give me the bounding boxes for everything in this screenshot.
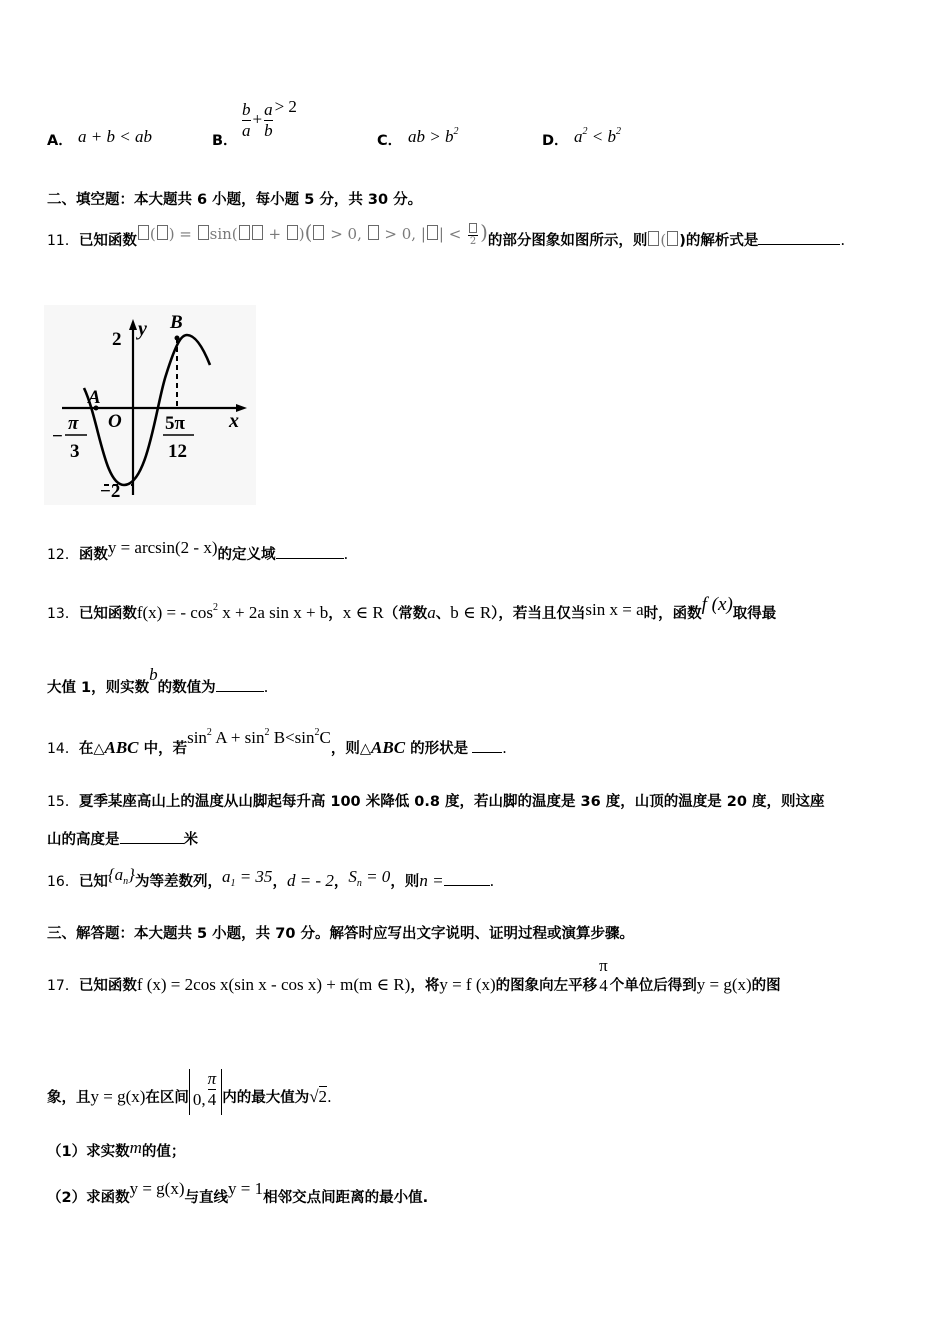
question-15: 15．夏季某座高山上的温度从山脚起每升高 100 米降低 0.8 度，若山脚的温度是 36 度，山顶的温度是 20 度，则这座 bbox=[47, 794, 825, 810]
question-17: 17．已知函数f (x) = 2cos x(sin x - cos x) + m(m ∈ R)，将y = f (x)的图象向左平移 π 4 个单位后得到y = g(x)的图 bbox=[47, 956, 781, 995]
right-tick-num: 5π bbox=[165, 413, 185, 434]
y-max-label: 2 bbox=[112, 329, 122, 350]
question-13: 13．已知函数f(x) = - $\cos^2 x + 2a$ sin x + b，x ∈ R（常数a、b ∈ R），若当且仅当sin x = a时，函数f (x)取得最 bbox=[47, 594, 777, 622]
question-17-line-2: 象，且y = g(x)在区间 0, $\frac{\pi}{4}$ 内的最大值为√2. bbox=[47, 1075, 950, 1121]
question-16: 16．已知$\{a_n\}$为等差数列，$a_1 = 35$，d = - 2，$S_n = 0$，则n = . bbox=[47, 865, 495, 890]
left-tick-sign: − bbox=[52, 426, 63, 447]
y-min-label: −2 bbox=[100, 481, 121, 502]
origin-label: O bbox=[108, 411, 122, 432]
question-14: 14．在△ABC 中，若$\sin^2 A + \sin^2 B<\sin^2C$，则△ABC 的形状是 . bbox=[47, 727, 507, 757]
question-17-part-2: （2）求函数y = g(x)与直线y = 1相邻交点间距离的最小值. bbox=[47, 1179, 429, 1206]
section-2-heading: 二、填空题：本大题共 6 小题，每小题 5 分，共 30 分。 bbox=[47, 192, 423, 208]
q12-expr: y = arcsin(2 - x) bbox=[107, 538, 218, 557]
y-axis-label: y bbox=[138, 318, 147, 340]
question-13-line-2: 大值 1，则实数b的数值为 . bbox=[47, 665, 269, 696]
q13-expr: f(x) = - $\cos^2 x + 2a$ sin x + b bbox=[136, 602, 329, 622]
point-a-label: A bbox=[88, 387, 101, 408]
option-a-label: A． bbox=[47, 133, 73, 149]
option-b-label: B． bbox=[212, 133, 238, 149]
q16-sequence: $\{a_n\}$ bbox=[107, 865, 135, 887]
point-b bbox=[175, 336, 180, 341]
left-tick-num: π bbox=[68, 413, 79, 434]
graph-background bbox=[44, 305, 256, 505]
q14-expr: $\sin^2 A + \sin^2 B<\sin^2C$ bbox=[187, 727, 331, 747]
function-graph bbox=[44, 305, 256, 505]
section-3-heading: 三、解答题：本大题共 5 小题，共 70 分。解答时应写出文字说明、证明过程或演算步骤。 bbox=[47, 926, 634, 942]
q15-answer-blank[interactable] bbox=[120, 843, 184, 844]
left-tick-den: 3 bbox=[70, 441, 80, 462]
question-11: 11．已知函数 ( ) = sin( + )( > 0, > 0, | | < 2 )的部分图象如图所示，则 ( )的解析式是 . bbox=[47, 220, 846, 249]
option-b-expr: $\frac{b}{a}$ + $\frac{a}{b}$ > 2 bbox=[242, 96, 297, 140]
q16-answer-blank[interactable] bbox=[444, 885, 490, 886]
q13-answer-blank[interactable] bbox=[216, 691, 264, 692]
q17-expr: f (x) = 2cos x(sin x - cos x) + m(m ∈ R) bbox=[136, 975, 411, 994]
option-c-label: C． bbox=[377, 133, 403, 149]
x-axis-label: x bbox=[229, 410, 239, 432]
q14-answer-blank[interactable] bbox=[472, 752, 502, 753]
option-a-expr: a + b < ab bbox=[78, 127, 152, 146]
q17-sqrt: √2 bbox=[309, 1087, 328, 1106]
option-d-label: D． bbox=[542, 133, 569, 149]
question-12: 12．函数y = arcsin(2 - x)的定义域 . bbox=[47, 538, 349, 563]
question-17-part-1: （1）求实数m的值； bbox=[47, 1138, 186, 1160]
q11-number: 11． bbox=[47, 233, 79, 249]
q11-answer-blank[interactable] bbox=[758, 244, 840, 245]
point-b-label: B bbox=[170, 312, 183, 333]
q11-formula: ( ) = sin( + )( > 0, > 0, | | < 2 ) bbox=[137, 225, 488, 243]
option-d-expr: $a^2 < b^2$ bbox=[574, 126, 621, 146]
right-tick-den: 12 bbox=[168, 441, 187, 462]
option-c-expr: ab > $b^2$ bbox=[408, 126, 459, 146]
q17-interval: 0, $\frac{\pi}{4}$ bbox=[189, 1069, 222, 1115]
q12-answer-blank[interactable] bbox=[276, 558, 344, 559]
question-15-line-2: 山的高度是 米 bbox=[47, 832, 198, 848]
